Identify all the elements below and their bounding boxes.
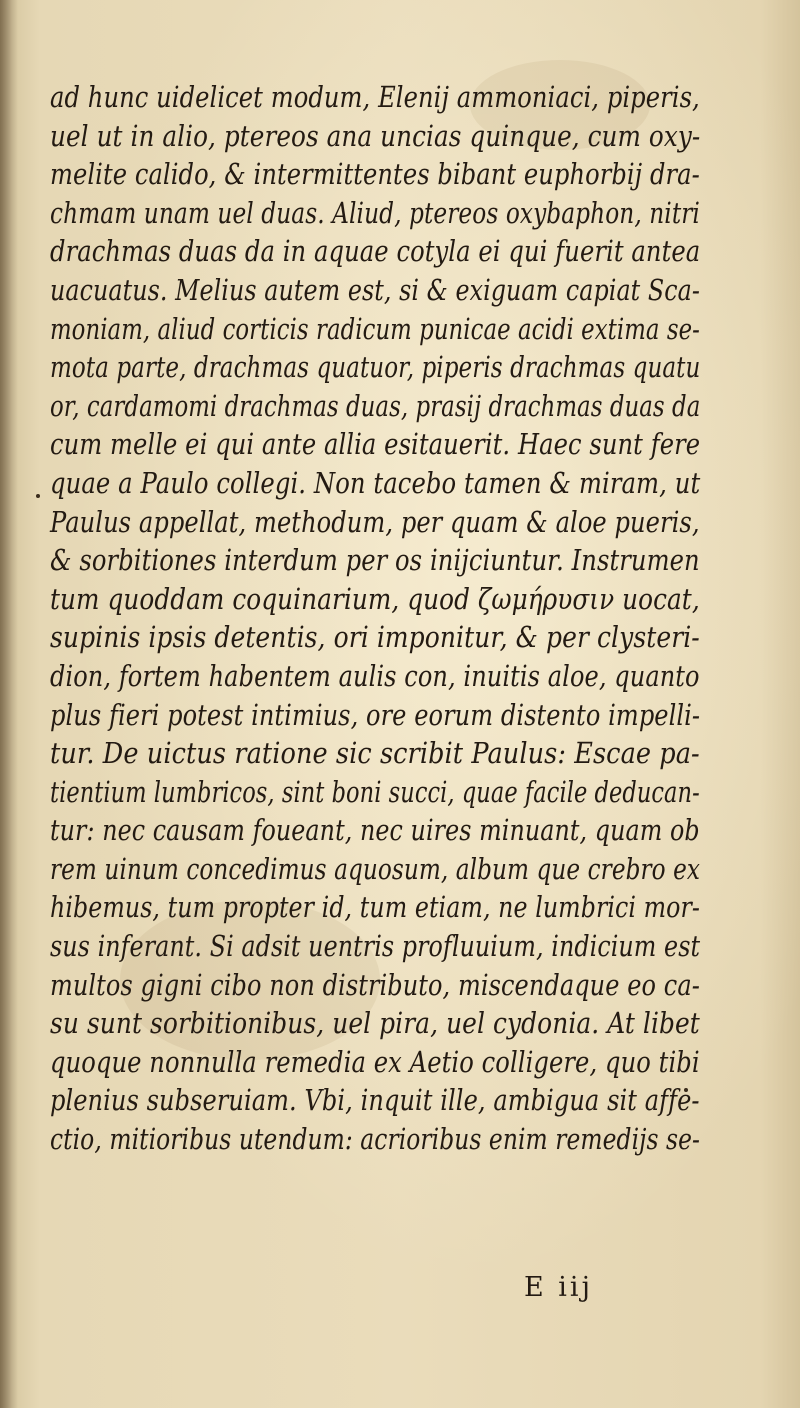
text-line: rem uinum concedimus aquosum, album que crebro ex [50, 851, 701, 886]
text-line: moniam, aliud corticis radicum punicae acidi extima se- [50, 311, 700, 346]
text-line: ctio, mitioribus utendum: acrioribus enim remedijs se- [50, 1122, 700, 1157]
binding-shadow [0, 0, 18, 1408]
text-line: supinis ipsis detentis, ori imponitur, & per clysteri- [50, 620, 700, 655]
text-line: uacuatus. Melius autem est, si & exiguam capiat Sca- [50, 272, 700, 307]
text-line: & sorbitiones interdum per os inijciuntur. Instrumen [50, 543, 700, 578]
text-line: melite calido, & intermittentes bibant euphorbij dra- [50, 157, 700, 192]
text-line: sus inferant. Si adsit uentris profluuium, indicium est [50, 929, 701, 964]
text-line: quoque nonnulla remedia ex Aetio colligere, quo tibi [50, 1044, 700, 1079]
body-text [50, 78, 700, 1159]
text-line: multos gigni cibo non distributo, miscendaque eo ca- [50, 967, 700, 1002]
text-line: chmam unam uel duas. Aliud, ptereos oxybaphon, nitri [50, 195, 700, 230]
text-line: uel ut in alio, ptereos ana uncias quinque, cum oxy- [50, 118, 701, 153]
text-line: su sunt sorbitionibus, uel pira, uel cydonia. At libet [50, 1006, 700, 1041]
text-line: tientium lumbricos, sint boni succi, quae facile deducan- [50, 774, 700, 809]
text-line: plus fieri potest intimius, ore eorum distento impelli- [50, 697, 701, 732]
text-line: tum quoddam coquinarium, quod ζωμήρυσιν uocat, [50, 581, 700, 616]
ink-speck [36, 494, 40, 498]
text-line: tur. De uictus ratione sic scribit Paulus: Escae pa- [50, 736, 700, 771]
text-line: quae a Paulo collegi. Non tacebo tamen & miram, ut [50, 465, 701, 500]
text-line: hibemus, tum propter id, tum etiam, ne lumbrici mor- [50, 890, 701, 925]
text-line: cum melle ei qui ante allia esitauerit. Haec sunt fere [50, 427, 701, 462]
text-line: mota parte, drachmas quatuor, piperis drachmas quatu [50, 350, 701, 385]
text-line: ad hunc uidelicet modum, Elenij ammoniaci, piperis, [50, 80, 700, 114]
signature-mark: E iij [524, 1272, 593, 1303]
text-line: Paulus appellat, methodum, per quam & aloe pueris, [50, 504, 700, 539]
text-line: drachmas duas da in aquae cotyla ei qui fuerit antea [50, 234, 701, 269]
text-line: dion, fortem habentem aulis con, inuitis aloe, quanto [50, 658, 700, 693]
text-line: plenius subseruiam. Vbi, inquit ille, ambigua sit affe- [50, 1083, 700, 1118]
text-line: or, cardamomi drachmas duas, prasij drachmas duas da [50, 388, 701, 423]
text-line: tur: nec causam foueant, nec uires minuant, quam ob [50, 813, 700, 848]
